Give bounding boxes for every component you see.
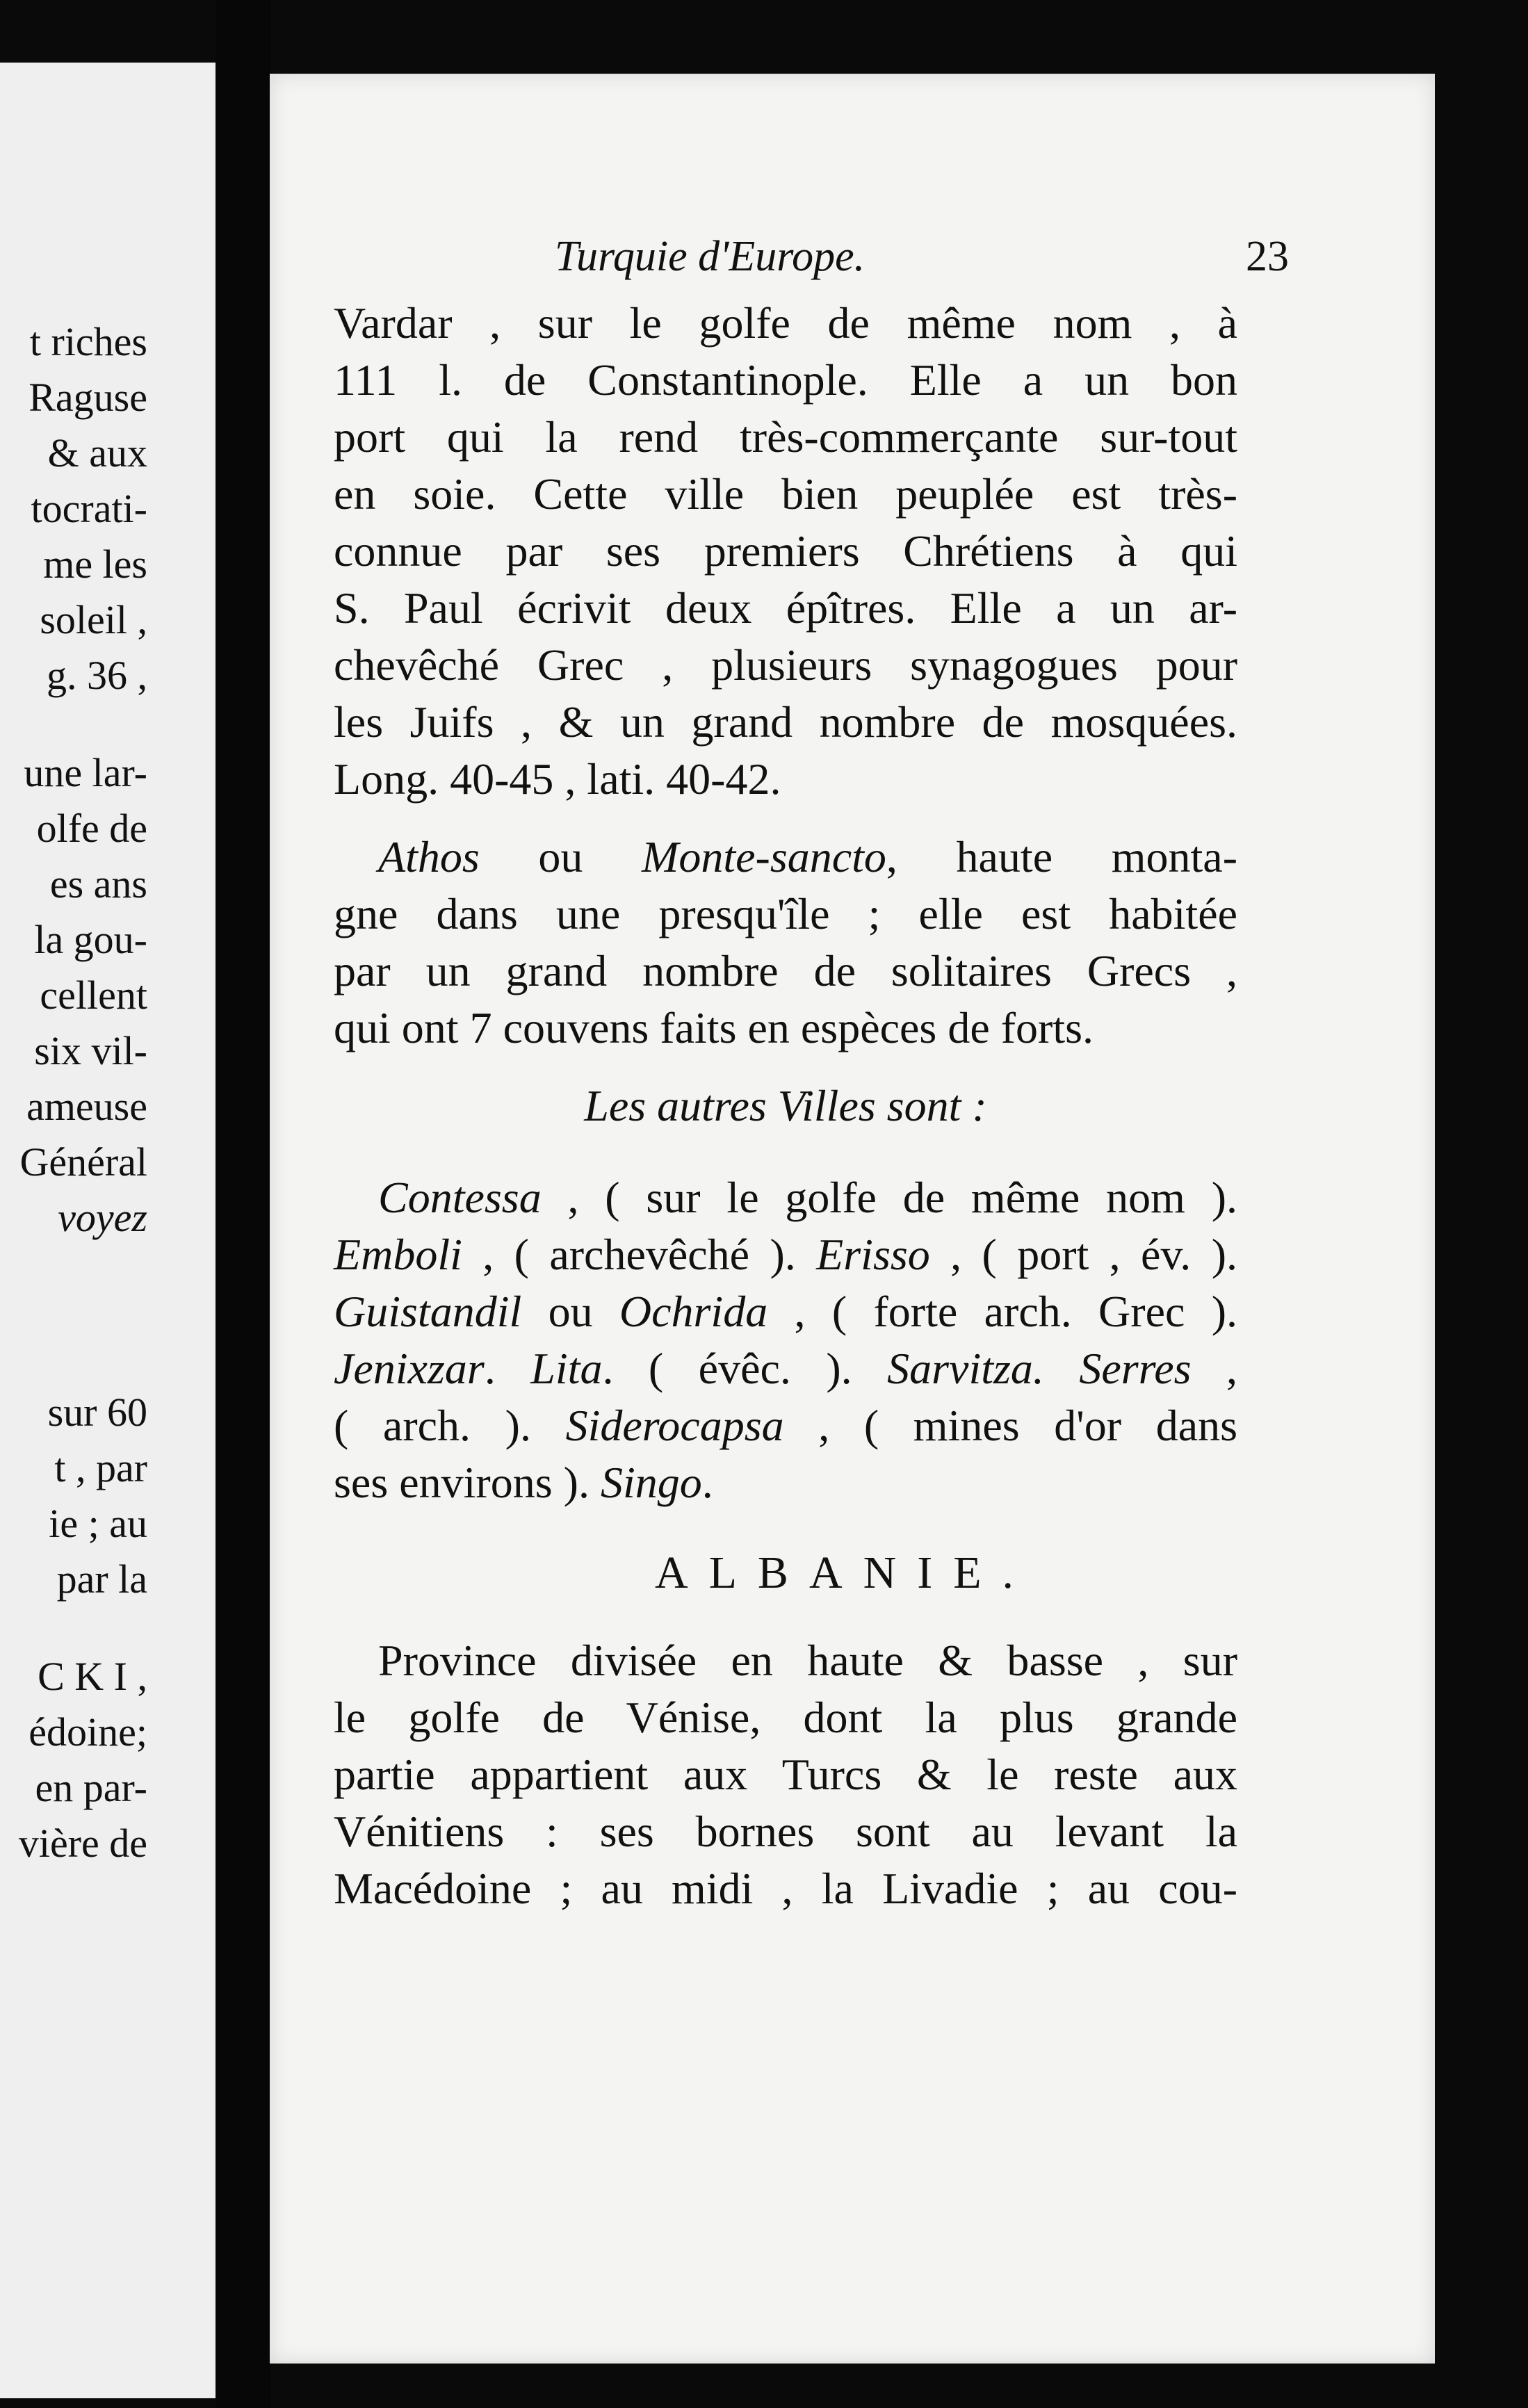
left-line: C K I , bbox=[38, 1654, 147, 1699]
text-line: connue par ses premiers Chrétiens à qui bbox=[334, 526, 1237, 576]
left-line: tocrati- bbox=[31, 486, 147, 531]
text-line: port qui la rend très-commerçante sur-tout bbox=[334, 412, 1237, 462]
place-name: Monte-sancto bbox=[642, 832, 886, 881]
place-name: Lita bbox=[530, 1344, 603, 1393]
text-line: S. Paul écrivit deux épîtres. Elle a un ar- bbox=[334, 583, 1237, 633]
left-line: t , par bbox=[54, 1445, 147, 1490]
left-line: édoine; bbox=[29, 1709, 147, 1755]
place-name: Siderocapsa bbox=[565, 1401, 784, 1450]
text-line: par un grand nombre de solitaires Grecs , bbox=[334, 946, 1237, 995]
place-name: Sarvitza. Serres bbox=[887, 1344, 1192, 1393]
text-line bbox=[334, 829, 1237, 886]
left-line: t riches bbox=[29, 319, 147, 364]
left-line: ie ; au bbox=[49, 1501, 147, 1546]
left-line: cellent bbox=[40, 973, 147, 1018]
towns-line bbox=[334, 1283, 1237, 1340]
text-line: qui ont 7 couvens faits en espèces de forts. bbox=[334, 1003, 1094, 1052]
text-fragment: , ( archevêché ). bbox=[462, 1230, 817, 1279]
place-name: Guistandil bbox=[334, 1287, 522, 1336]
place-name: Ochrida bbox=[619, 1287, 768, 1336]
section-title: ALBANIE. bbox=[654, 1547, 1035, 1598]
text-line: 111 l. de Constantinople. Elle a un bon bbox=[334, 355, 1237, 405]
running-head-title: Turquie d'Europe. bbox=[555, 233, 865, 280]
text-fragment: , haute monta- bbox=[886, 832, 1237, 881]
left-line: vière de bbox=[18, 1821, 147, 1866]
text-line: Vénitiens : ses bornes sont au levant la bbox=[334, 1807, 1237, 1856]
towns-line bbox=[334, 1340, 1237, 1397]
towns-line bbox=[334, 1454, 1237, 1511]
towns-line bbox=[334, 1397, 1237, 1454]
place-name: Erisso bbox=[816, 1230, 930, 1279]
text-line: en soie. Cette ville bien peuplée est très- bbox=[334, 469, 1237, 519]
page-number: 23 bbox=[1246, 233, 1289, 280]
left-line: sur 60 bbox=[47, 1390, 147, 1435]
text-fragment: , ( port , év. ). bbox=[929, 1230, 1238, 1279]
text-fragment: , bbox=[1191, 1344, 1238, 1393]
text-fragment: ou bbox=[521, 1287, 619, 1336]
text-line: Province divisée en haute & basse , sur bbox=[378, 1636, 1237, 1685]
text-fragment: , ( sur le golfe de même nom ). bbox=[541, 1173, 1237, 1222]
towns-line bbox=[334, 1226, 1237, 1283]
text-line: partie appartient aux Turcs & le reste aux bbox=[334, 1750, 1237, 1799]
place-name: Emboli bbox=[334, 1230, 462, 1279]
text-fragment: ( arch. ). bbox=[334, 1401, 566, 1450]
text-fragment: . bbox=[484, 1344, 531, 1393]
text-line: Vardar , sur le golfe de même nom , à bbox=[334, 298, 1237, 348]
left-line: ameuse bbox=[26, 1084, 147, 1129]
left-line: & aux bbox=[47, 430, 147, 475]
text-fragment: . ( évêc. ). bbox=[602, 1344, 888, 1393]
left-line: la gou- bbox=[34, 917, 147, 962]
text-line: les Juifs , & un grand nombre de mosquées. bbox=[334, 697, 1237, 747]
left-line: g. 36 , bbox=[47, 653, 147, 698]
left-line: une lar- bbox=[24, 750, 147, 795]
conjunction: ou bbox=[538, 832, 583, 881]
text-line: chevêché Grec , plusieurs synagogues pour bbox=[334, 640, 1237, 690]
text-line: le golfe de Vénise, dont la plus grande bbox=[334, 1693, 1237, 1742]
left-line: en par- bbox=[35, 1765, 147, 1810]
book-gutter bbox=[216, 0, 271, 2408]
left-page-text bbox=[19, 314, 147, 1871]
subheading: Les autres Villes sont : bbox=[584, 1081, 987, 1130]
left-line: six vil- bbox=[34, 1028, 147, 1073]
left-line: Raguse bbox=[29, 375, 147, 420]
running-head bbox=[270, 232, 1435, 295]
text-fragment: ses environs ). bbox=[334, 1458, 601, 1507]
left-line: es ans bbox=[49, 861, 147, 906]
text-fragment: , ( mines d'or dans bbox=[783, 1401, 1237, 1450]
towns-line bbox=[334, 1169, 1237, 1226]
left-line: me les bbox=[43, 542, 147, 587]
left-line: par la bbox=[56, 1556, 147, 1602]
place-name: Jenixzar bbox=[334, 1344, 485, 1393]
main-page bbox=[270, 74, 1435, 2364]
text-fragment: , ( forte arch. Grec ). bbox=[767, 1287, 1238, 1336]
text-line: gne dans une presqu'île ; elle est habitée bbox=[334, 889, 1237, 938]
place-name: Singo bbox=[600, 1458, 702, 1507]
left-line: Général bbox=[19, 1139, 147, 1185]
left-line: voyez bbox=[58, 1195, 147, 1240]
place-name: Athos bbox=[378, 832, 480, 881]
left-line: soleil , bbox=[40, 597, 147, 642]
text-line: Macédoine ; au midi , la Livadie ; au cou- bbox=[334, 1864, 1237, 1913]
place-name: Contessa bbox=[378, 1173, 542, 1222]
text-fragment: . bbox=[701, 1458, 713, 1507]
page-body bbox=[334, 295, 1237, 1917]
text-line: Long. 40-45 , lati. 40-42. bbox=[334, 754, 781, 804]
left-page-fragment bbox=[0, 63, 216, 2398]
left-line: olfe de bbox=[36, 806, 147, 851]
